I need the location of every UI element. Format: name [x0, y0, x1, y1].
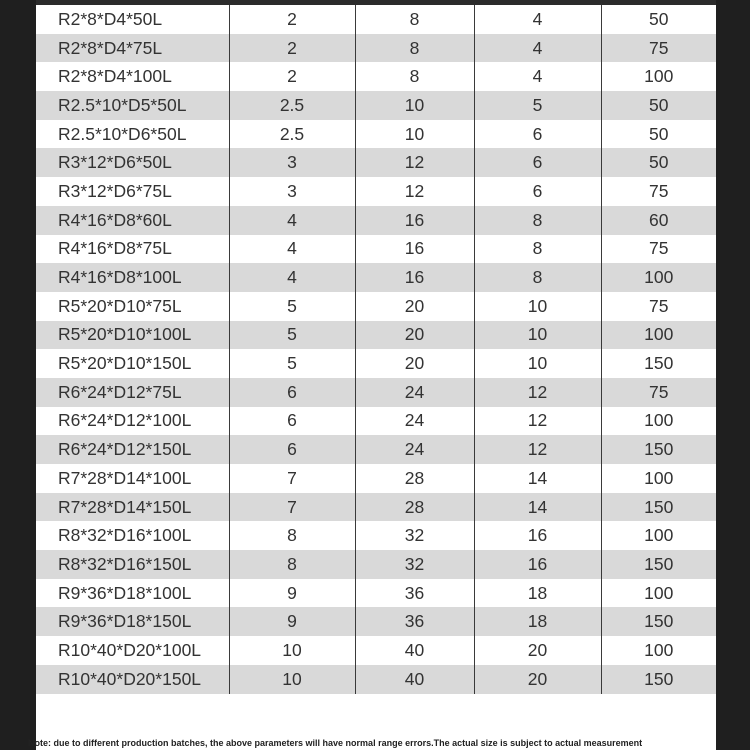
blade-length-cell: 12: [355, 148, 474, 177]
table-row: [36, 177, 716, 206]
model-cell: R2*8*D4*50L: [58, 8, 163, 29]
overall-length-cell: 75: [601, 34, 716, 63]
overall-length-cell: 100: [601, 521, 716, 550]
radius-cell: 2.5: [229, 120, 355, 149]
model-cell: R9*36*D18*100L: [58, 582, 192, 603]
shank-diameter-cell: 4: [474, 34, 601, 63]
overall-length-cell: 100: [601, 321, 716, 350]
blade-length-cell: 36: [355, 607, 474, 636]
table-row: [36, 550, 716, 579]
model-cell: R6*24*D12*75L: [36, 378, 229, 407]
left-frame: [0, 0, 36, 750]
overall-length-cell: 100: [601, 464, 716, 493]
radius-cell: 10: [229, 665, 355, 694]
overall-length-cell: 150: [601, 493, 716, 522]
table-row: [36, 206, 716, 235]
shank-diameter-cell: 20: [474, 636, 601, 665]
overall-length-cell: 150: [601, 665, 716, 694]
blade-length-cell: 20: [355, 349, 474, 378]
overall-length-cell: 150: [601, 349, 716, 378]
shank-diameter-cell: 8: [474, 206, 601, 235]
radius-cell: 5: [229, 349, 355, 378]
radius-cell: 10: [229, 636, 355, 665]
table-row: [36, 579, 716, 608]
shank-diameter-cell: 16: [474, 550, 601, 579]
blade-length-cell: 36: [355, 579, 474, 608]
overall-length-cell: 75: [601, 177, 716, 206]
model-cell: R10*40*D20*100L: [58, 639, 202, 660]
overall-length-cell: 150: [601, 550, 716, 579]
shank-diameter-cell: 4: [474, 5, 601, 34]
overall-length-cell: 75: [601, 378, 716, 407]
model-cell: R4*16*D8*60L: [36, 206, 229, 235]
shank-diameter-cell: 14: [474, 493, 601, 522]
table-row: [36, 120, 716, 149]
radius-cell: 8: [229, 521, 355, 550]
overall-length-cell: 75: [601, 292, 716, 321]
radius-cell: 2: [229, 62, 355, 91]
model-cell: R4*16*D8*100L: [36, 263, 229, 292]
shank-diameter-cell: 5: [474, 91, 601, 120]
table-row: [36, 321, 716, 350]
blade-length-cell: 32: [355, 521, 474, 550]
shank-diameter-cell: 12: [474, 378, 601, 407]
model-cell: R10*40*D20*150L: [36, 665, 229, 694]
shank-diameter-cell: 10: [474, 292, 601, 321]
shank-diameter-cell: 6: [474, 148, 601, 177]
table-row: [36, 62, 716, 91]
overall-length-cell: 50: [601, 5, 716, 34]
overall-length-cell: 60: [601, 206, 716, 235]
overall-length-cell: 150: [601, 607, 716, 636]
blade-length-cell: 28: [355, 493, 474, 522]
blade-length-cell: 20: [355, 321, 474, 350]
radius-cell: 4: [229, 263, 355, 292]
blade-length-cell: 8: [355, 5, 474, 34]
table-row: [36, 148, 716, 177]
blade-length-cell: 10: [355, 120, 474, 149]
model-cell: R8*32*D16*150L: [36, 550, 229, 579]
shank-diameter-cell: 6: [474, 177, 601, 206]
shank-diameter-cell: 4: [474, 62, 601, 91]
blade-length-cell: 28: [355, 464, 474, 493]
shank-diameter-cell: 18: [474, 579, 601, 608]
shank-diameter-cell: 20: [474, 665, 601, 694]
shank-diameter-cell: 10: [474, 321, 601, 350]
blade-length-cell: 10: [355, 91, 474, 120]
shank-diameter-cell: 12: [474, 435, 601, 464]
overall-length-cell: 50: [601, 91, 716, 120]
blade-length-cell: 8: [355, 34, 474, 63]
measurement-note: Note: due to different production batches, the above parameters will have normal range errors.The actual size is subject to actual measurement: [28, 738, 643, 748]
table-row: [36, 493, 716, 522]
shank-diameter-cell: 14: [474, 464, 601, 493]
overall-length-cell: 75: [601, 235, 716, 264]
model-cell: R7*28*D14*150L: [36, 493, 229, 522]
blade-length-cell: 16: [355, 235, 474, 264]
model-cell: R3*12*D6*50L: [36, 148, 229, 177]
radius-cell: 4: [229, 235, 355, 264]
blade-length-cell: 12: [355, 177, 474, 206]
table-row: [36, 34, 716, 63]
shank-diameter-cell: 10: [474, 349, 601, 378]
blade-length-cell: 40: [355, 636, 474, 665]
model-cell: R5*20*D10*150L: [58, 353, 192, 374]
table-row: [36, 407, 716, 436]
radius-cell: 6: [229, 435, 355, 464]
blade-length-cell: 8: [355, 62, 474, 91]
model-cell: R2*8*D4*75L: [36, 34, 229, 63]
table-row: [36, 5, 716, 34]
radius-cell: 6: [229, 407, 355, 436]
radius-cell: 9: [229, 607, 355, 636]
spec-sheet: [36, 0, 716, 750]
blade-length-cell: 24: [355, 407, 474, 436]
shank-diameter-cell: 12: [474, 407, 601, 436]
blade-length-cell: 24: [355, 378, 474, 407]
radius-cell: 3: [229, 177, 355, 206]
radius-cell: 5: [229, 292, 355, 321]
blade-length-cell: 40: [355, 665, 474, 694]
model-cell: R6*24*D12*100L: [58, 410, 192, 431]
table-row: [36, 636, 716, 665]
radius-cell: 3: [229, 148, 355, 177]
radius-cell: 2: [229, 34, 355, 63]
table-row: [36, 521, 716, 550]
overall-length-cell: 50: [601, 120, 716, 149]
table-row: [36, 235, 716, 264]
model-cell: R5*20*D10*100L: [36, 321, 229, 350]
shank-diameter-cell: 18: [474, 607, 601, 636]
model-cell: R3*12*D6*75L: [58, 180, 172, 201]
radius-cell: 2.5: [229, 91, 355, 120]
radius-cell: 2: [229, 5, 355, 34]
radius-cell: 6: [229, 378, 355, 407]
shank-diameter-cell: 6: [474, 120, 601, 149]
model-cell: R2.5*10*D5*50L: [36, 91, 229, 120]
model-cell: R7*28*D14*100L: [58, 467, 192, 488]
overall-length-cell: 100: [601, 636, 716, 665]
model-cell: R5*20*D10*75L: [58, 295, 182, 316]
overall-length-cell: 100: [601, 579, 716, 608]
table-row: [36, 464, 716, 493]
overall-length-cell: 150: [601, 435, 716, 464]
table-row: [36, 91, 716, 120]
model-cell: R9*36*D18*150L: [36, 607, 229, 636]
table-row: [36, 665, 716, 694]
overall-length-cell: 100: [601, 263, 716, 292]
blade-length-cell: 24: [355, 435, 474, 464]
radius-cell: 9: [229, 579, 355, 608]
right-frame: [716, 0, 750, 750]
overall-length-cell: 50: [601, 148, 716, 177]
shank-diameter-cell: 16: [474, 521, 601, 550]
table-row: [36, 435, 716, 464]
model-cell: R2.5*10*D6*50L: [58, 123, 187, 144]
blade-length-cell: 16: [355, 263, 474, 292]
radius-cell: 7: [229, 464, 355, 493]
table-row: [36, 263, 716, 292]
model-cell: R2*8*D4*100L: [58, 66, 172, 87]
table-row: [36, 349, 716, 378]
table-row: [36, 607, 716, 636]
radius-cell: 4: [229, 206, 355, 235]
overall-length-cell: 100: [601, 62, 716, 91]
blade-length-cell: 20: [355, 292, 474, 321]
model-cell: R6*24*D12*150L: [36, 435, 229, 464]
table-row: [36, 378, 716, 407]
radius-cell: 7: [229, 493, 355, 522]
shank-diameter-cell: 8: [474, 235, 601, 264]
blade-length-cell: 16: [355, 206, 474, 235]
blade-length-cell: 32: [355, 550, 474, 579]
table-row: [36, 292, 716, 321]
radius-cell: 5: [229, 321, 355, 350]
radius-cell: 8: [229, 550, 355, 579]
overall-length-cell: 100: [601, 407, 716, 436]
spec-table: [36, 5, 716, 694]
shank-diameter-cell: 8: [474, 263, 601, 292]
model-cell: R8*32*D16*100L: [58, 525, 192, 546]
model-cell: R4*16*D8*75L: [58, 238, 172, 259]
